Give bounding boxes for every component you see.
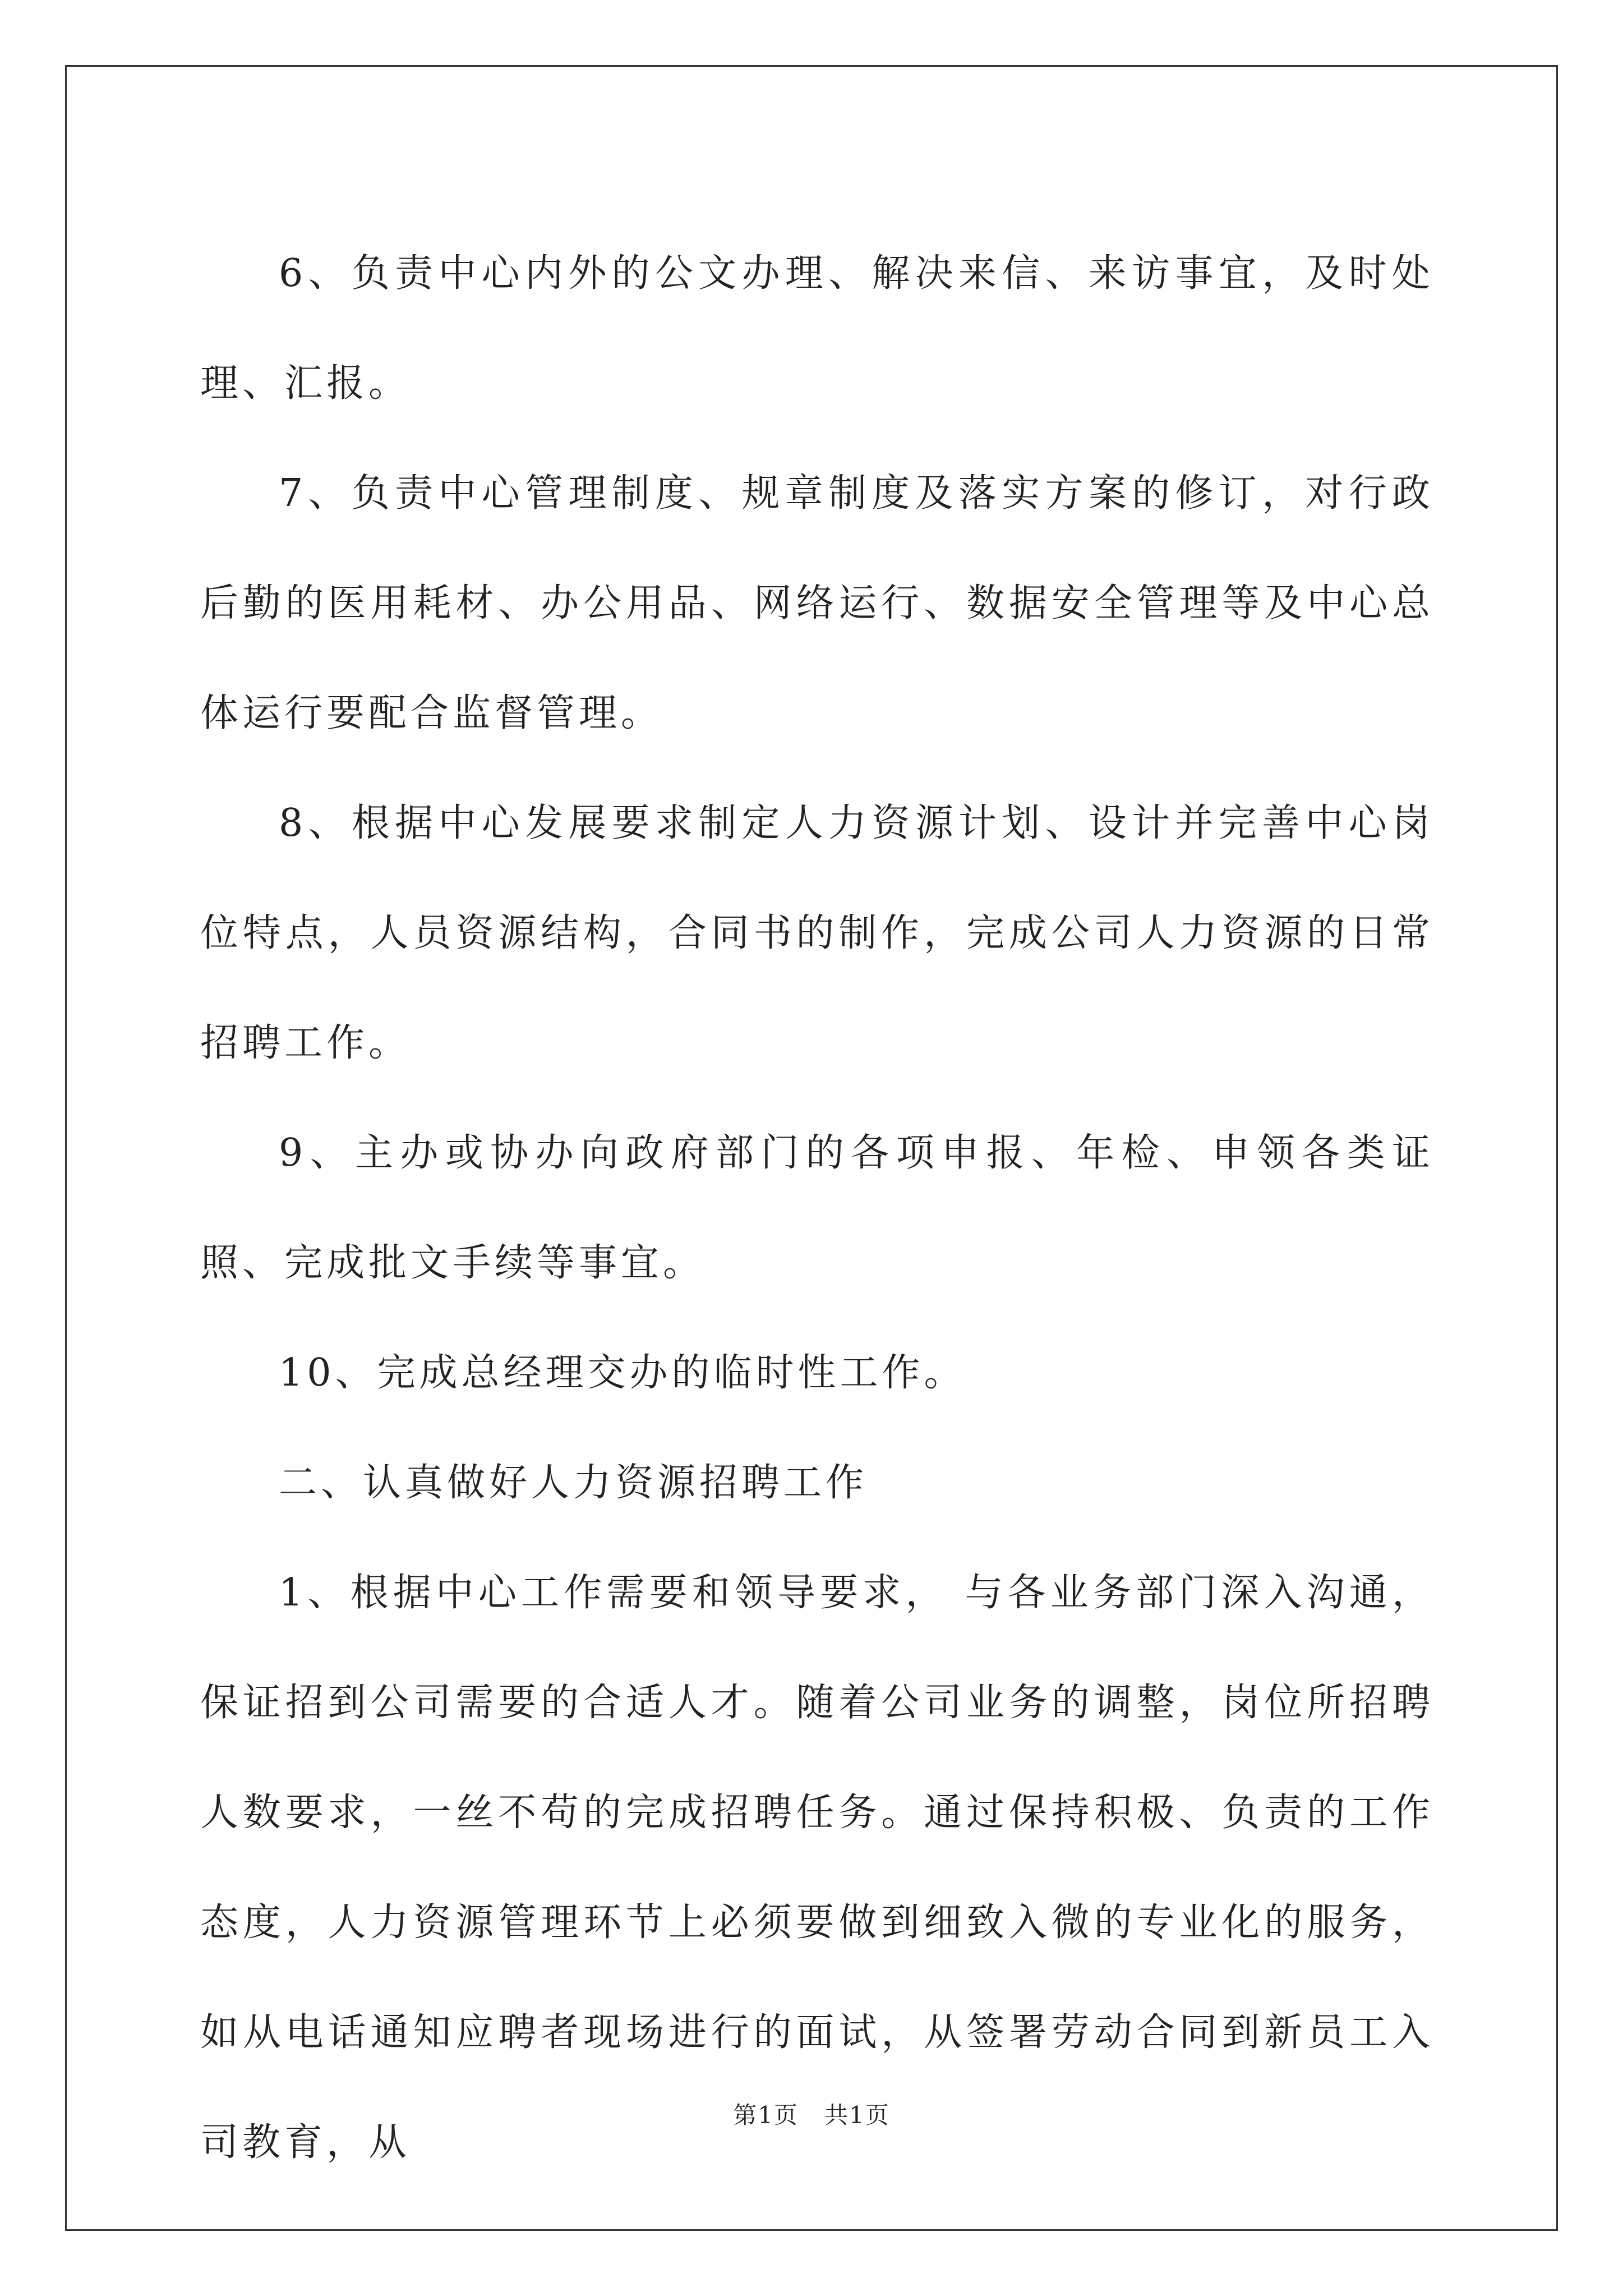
section-heading: 二、认真做好人力资源招聘工作 [279, 1461, 868, 1505]
paragraph-item-6: 6、负责中心内外的公文办理、解决来信、来访事宜，及时处理、汇报。 [200, 251, 1434, 406]
paragraph-item-9: 9、主办或协办向政府部门的各项申报、年检、申领各类证照、完成批文手续等事宜。 [200, 1131, 1434, 1285]
paragraph-item-7: 7、负责中心管理制度、规章制度及落实方案的修订，对行政后勤的医用耗材、办公用品、网络运行、数据安全管理等及中心总体运行要配合监督管理。 [200, 471, 1434, 735]
paragraph-recruitment-1: 1、根据中心工作需要和领导要求， 与各业务部门深入沟通，保证招到公司需要的合适人才。随着公司业务的调整，岗位所招聘人数要求，一丝不苟的完成招聘任务。通过保持积极、负责的工作态度，人力资源管理环节上必须要做到细致入微的专业化的服务，如从电话通知应聘者现场进行的面试，从签署劳动合同到新员工入司教育，从 [200, 1571, 1434, 2165]
document-body [200, 219, 1434, 2198]
page-footer: 第1页 共1页 [733, 2101, 890, 2129]
paragraph-item-8: 8、根据中心发展要求制定人力资源计划、设计并完善中心岗位特点，人员资源结构，合同书的制作，完成公司人力资源的日常招聘工作。 [200, 801, 1434, 1065]
paragraph-item-10: 10、完成总经理交办的临时性工作。 [279, 1351, 966, 1395]
